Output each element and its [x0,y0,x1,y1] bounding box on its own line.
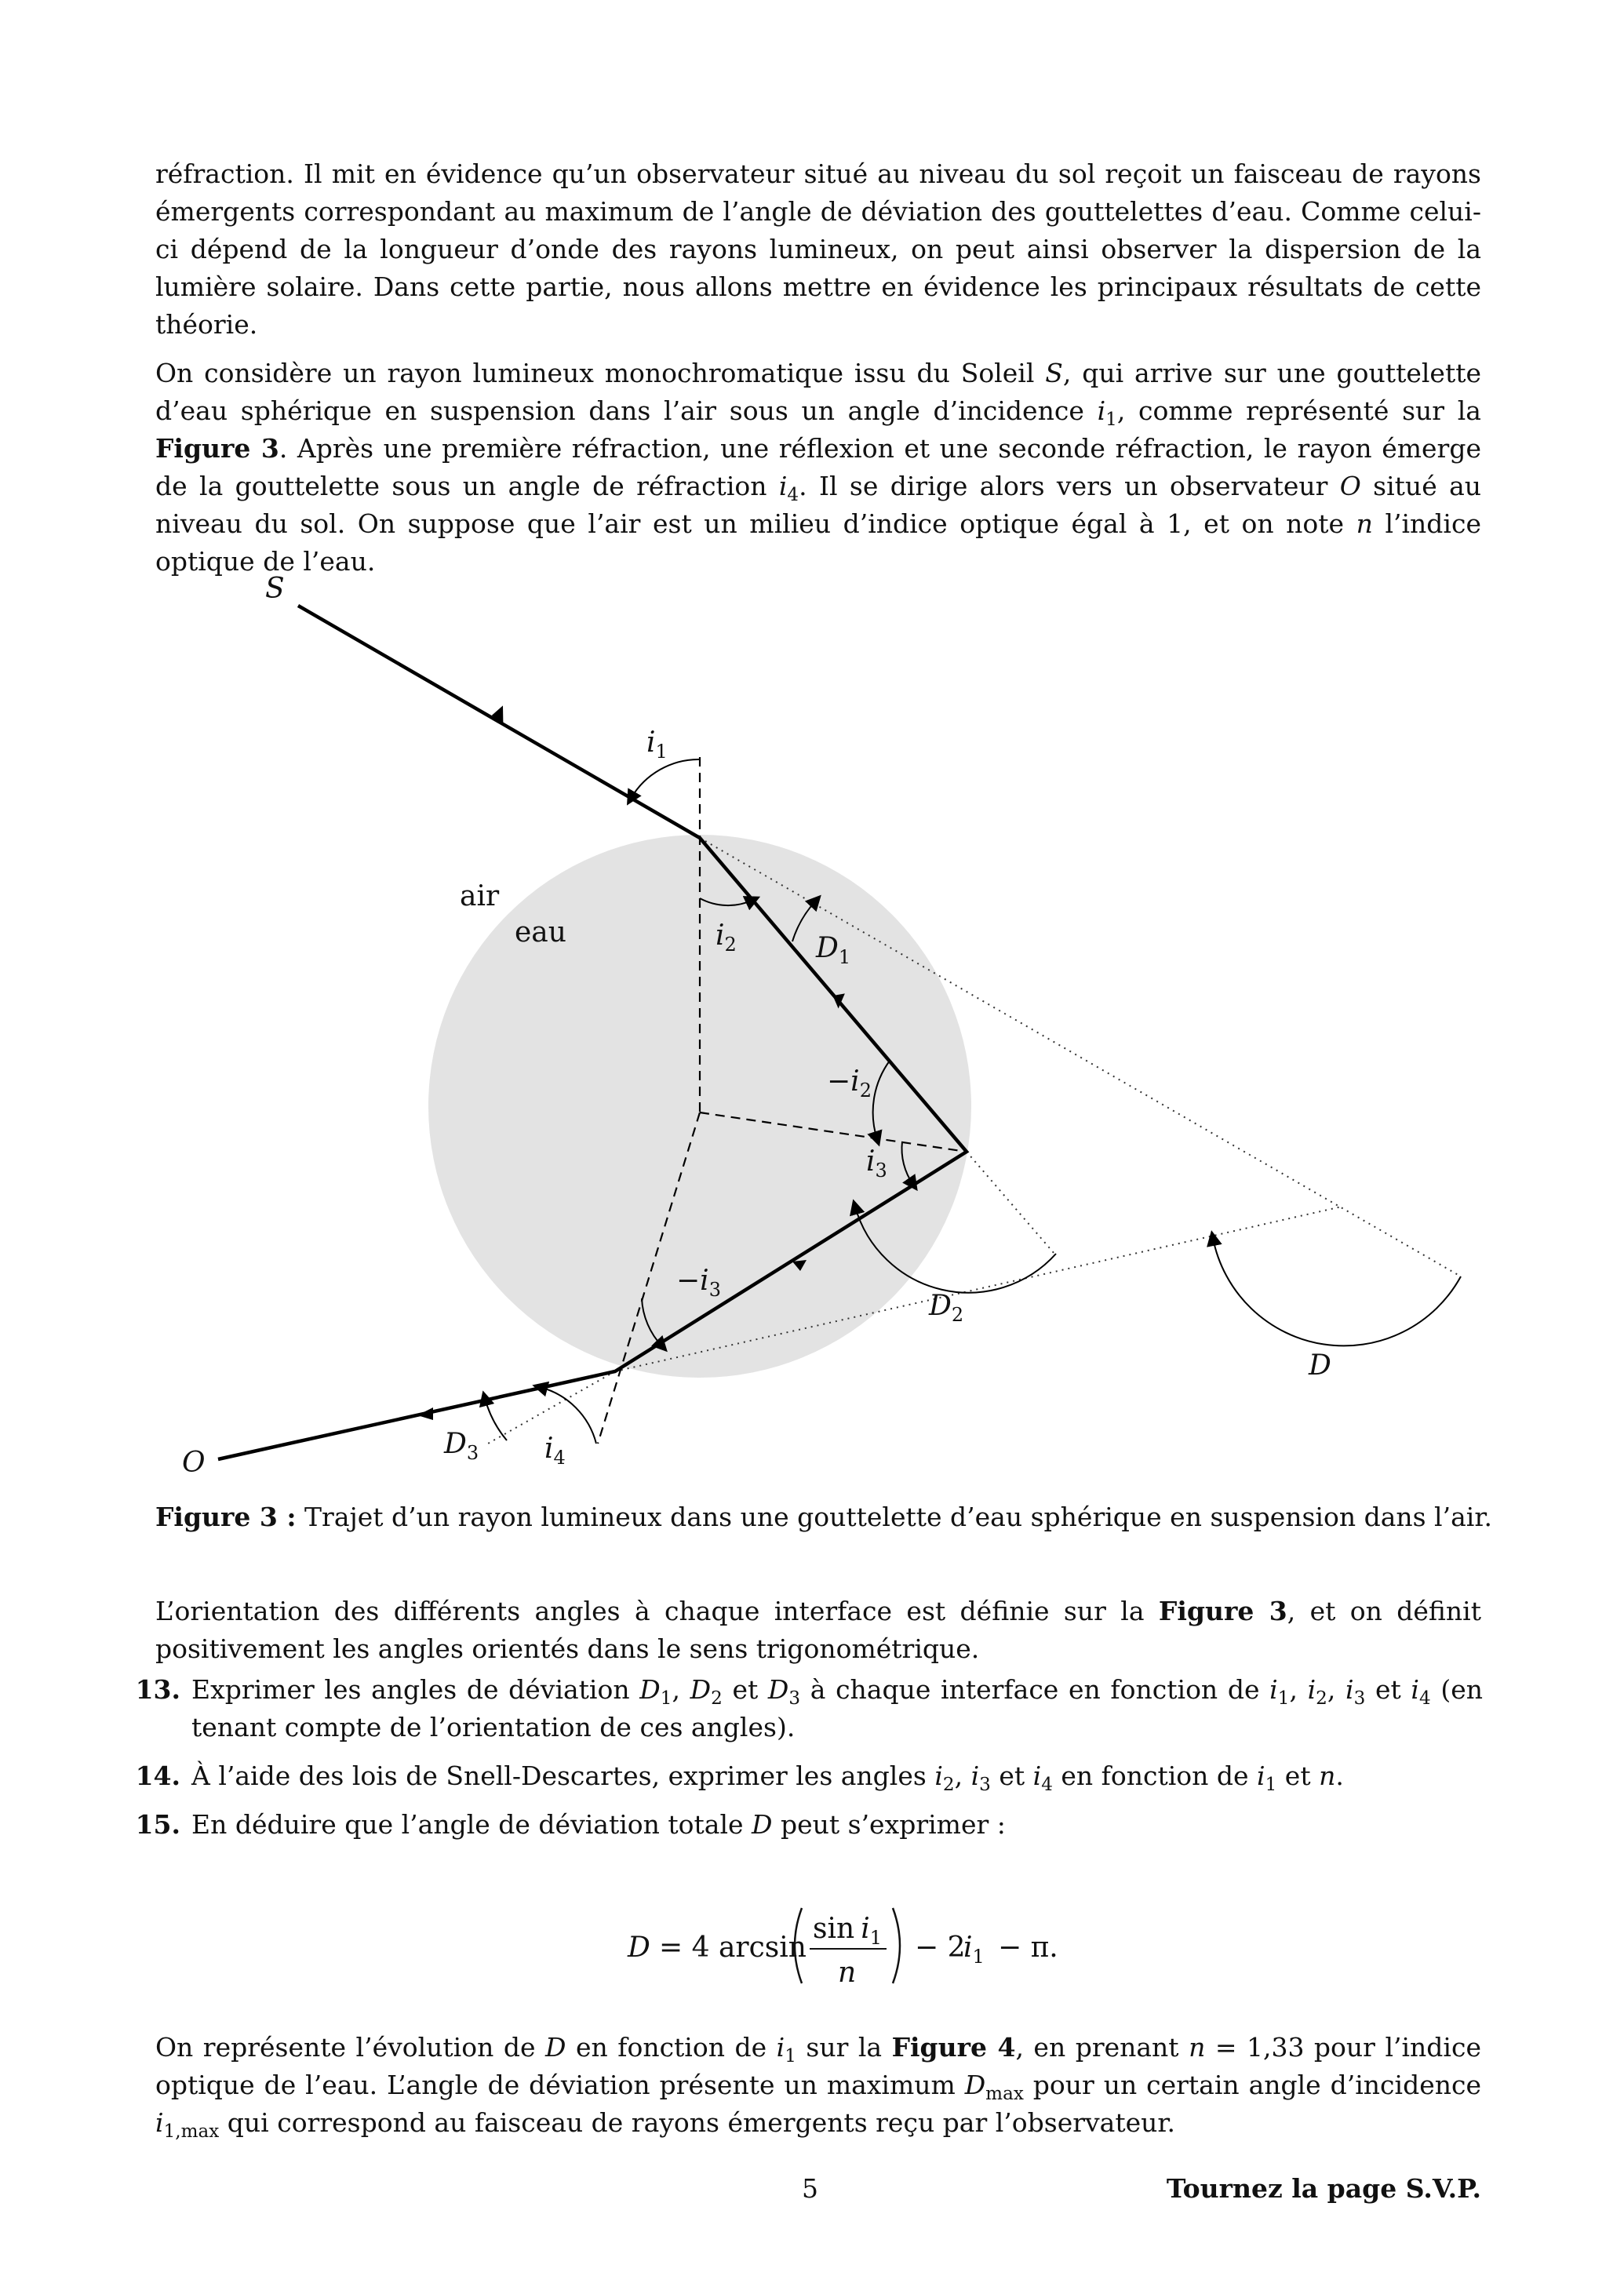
label-D1: $D_1$ [816,932,851,968]
intro-paragraph-2: On considère un rayon lumineux monochromatique issu du Soleil S, qui arrive sur une gouttelette d’eau sphérique en suspension dans l’air sous un angle d’incidence $i_1$, comme représenté sur la Figure 3. Après une première réfraction, une réflexion et une seconde réfraction, le rayon émerge de la gouttelette sous un angle de réfraction $i_4$. Il se dirige alors vers un observateur O situé au niveau du sol. On suppose que l’air est un milieu d’indice optique égal à 1, et on note n l’indice optique de l’eau. [155,358,1482,577]
label-i1: $i_1$ [646,726,668,763]
eq-i1: $i_1$ [963,1932,985,1968]
figure-caption: Figure 3 : Trajet d’un rayon lumineux dans une gouttelette d’eau sphérique en suspension dans l’air. [155,1502,1492,1532]
eq-right-paren [893,1908,900,1983]
arc-i1 [631,759,700,799]
question-text: Exprimer les angles de déviation $D_1$, $D_2$ et $D_3$ à chaque interface en fonction de $i_1$, $i_2$, $i_3$ et $i_4$ (en tenant compte de l’orientation de ces angles). [191,1674,1483,1742]
question-number: 13. [135,1674,180,1705]
label-D3: $D_3$ [444,1428,479,1464]
eq-arcsin: = 4 arcsin [659,1932,807,1964]
intro-paragraph-1: réfraction. Il mit en évidence qu’un observateur situé au niveau du sol reçoit un faisceau de rayons émergents correspondant au maximum de l’angle de déviation des gouttelettes d’eau. Comme celui-ci dépend de la longueur d’onde des rayons lumineux, on peut ainsi observer la dispersion de la lumière solaire. Dans cette partie, nous allons mettre en évidence les principaux résultats de cette théorie. [155,158,1481,340]
closing-text [155,2029,1481,2142]
deviation-equation [0,1891,1624,2001]
closing-paragraph: On représente l’évolution de D en fonction de $i_1$ sur la Figure 4, en prenant n = 1,33 pour l’indice optique de l’eau. L’angle de déviation présente un maximum $D_{max}$ pour un certain angle d’incidence $i_{1,max}$ qui correspond au faisceau de rayons émergents reçu par l’observateur. [155,2032,1481,2142]
label-i2: $i_2$ [716,919,737,956]
turn-page-note: Tournez la page S.V.P. [1166,2173,1481,2204]
question-13 [126,1671,1483,1746]
label-O: O [182,1447,206,1479]
eq-rest: − 2 [915,1932,966,1964]
page-number: 5 [802,2173,818,2204]
question-list [126,1671,1483,1855]
eq-lhs: D [628,1932,650,1964]
eq-numerator: $\sin i_1$ [813,1913,882,1949]
question-number: 15. [135,1809,180,1840]
eq-tail: − π. [998,1932,1058,1964]
label-neg-i2: $-i_2$ [827,1065,872,1101]
label-D: D [1309,1349,1331,1382]
label-i3: $i_3$ [866,1145,887,1182]
label-S: S [265,573,285,605]
question-15 [126,1806,1483,1844]
label-i4: $i_4$ [544,1433,566,1469]
label-eau: eau [515,916,566,949]
orientation-text [155,1593,1481,1668]
eq-denominator: n [838,1957,857,1989]
label-D2: $D_2$ [929,1290,964,1326]
arc-D3 [485,1398,507,1440]
question-text: En déduire que l’angle de déviation totale D peut s’exprimer : [191,1809,1006,1840]
label-neg-i3: $-i_3$ [676,1265,721,1301]
question-number: 14. [135,1761,180,1791]
question-14 [126,1757,1483,1795]
orientation-paragraph: L’orientation des différents angles à chaque interface est définie sur la Figure 3, et on définit positivement les angles orientés dans le sens trigonométrique. [155,1596,1481,1664]
label-air: air [460,880,500,912]
question-text: À l’aide des lois de Snell-Descartes, exprimer les angles $i_2$, $i_3$ et $i_4$ en fonction de $i_1$ et n. [191,1761,1344,1795]
